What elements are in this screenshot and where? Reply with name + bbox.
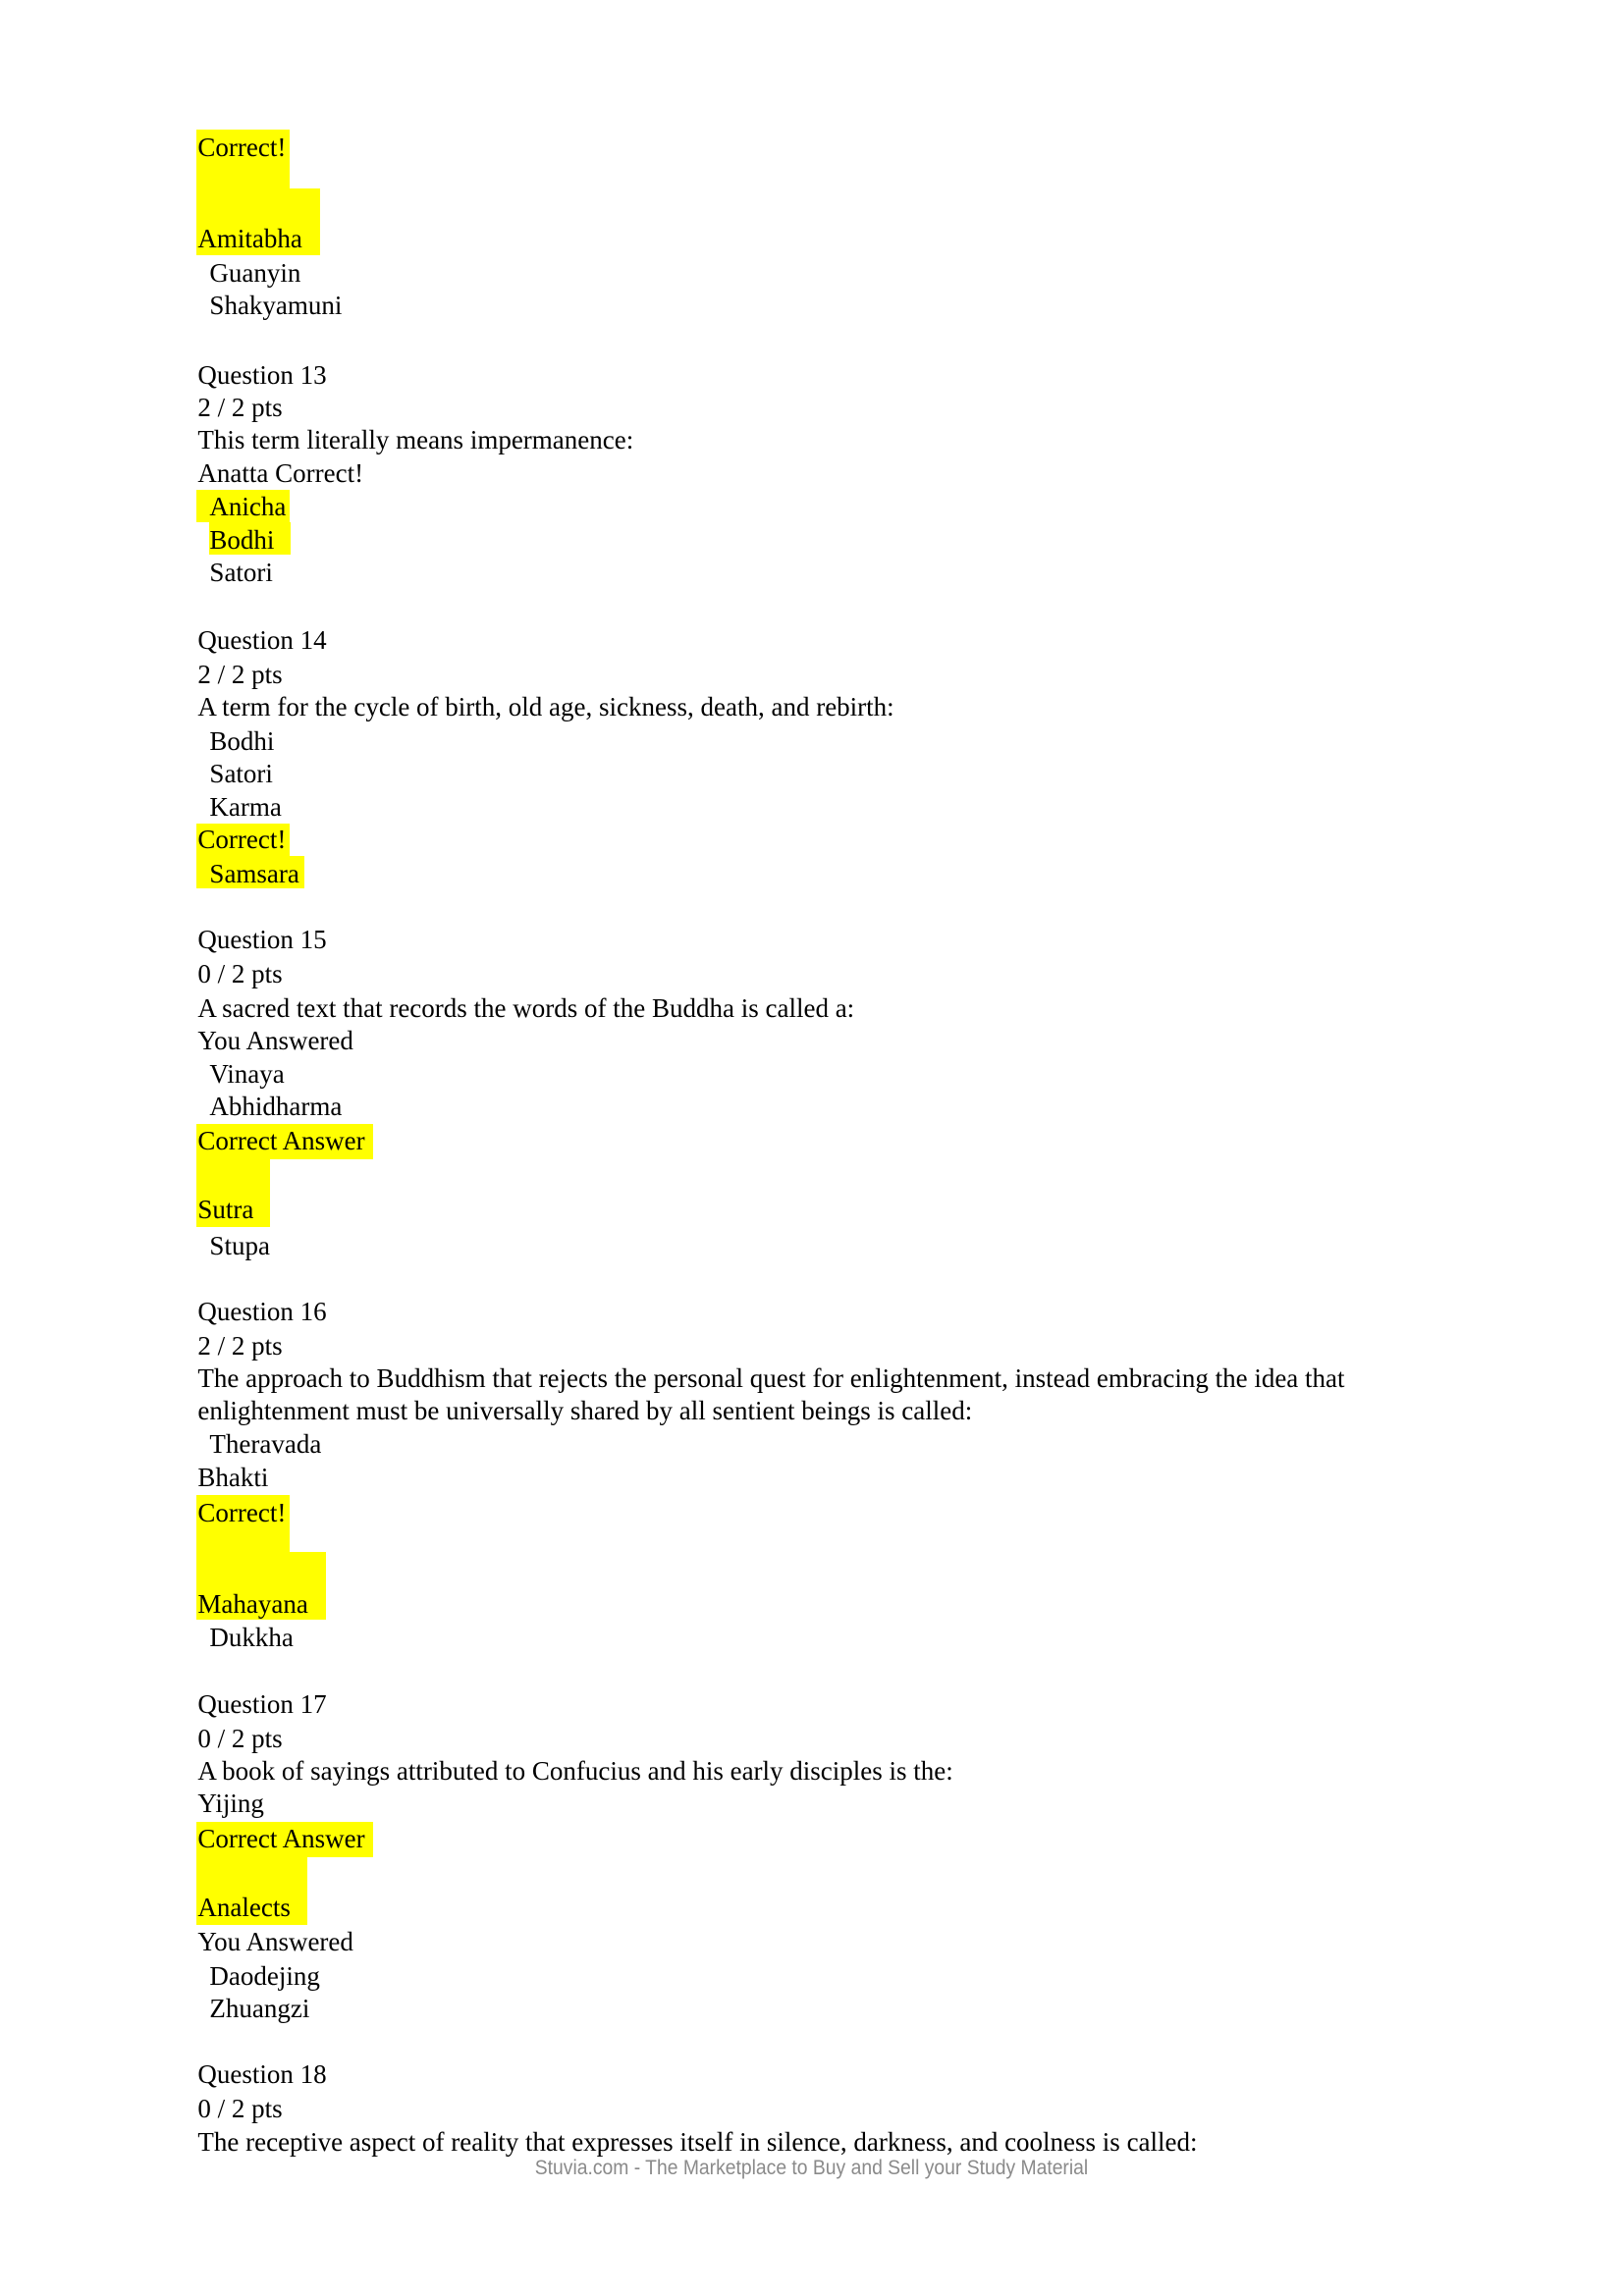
footer-watermark: Stuvia.com - The Marketplace to Buy and Sell your Study Material bbox=[534, 2157, 1089, 2179]
answer-option: Anicha bbox=[209, 491, 287, 521]
question-score: 2 / 2 pts bbox=[197, 1330, 283, 1361]
answer-option: Shakyamuni bbox=[209, 291, 343, 321]
answer-option: Bodhi bbox=[209, 725, 275, 756]
answer-status-label: You Answered bbox=[197, 1025, 353, 1055]
question-title: Question 18 bbox=[197, 2059, 327, 2090]
question-text: The receptive aspect of reality that expresses itself in silence, darkness, and coolness is called: bbox=[197, 2127, 1198, 2158]
question-text: A sacred text that records the words of the Buddha is called a: bbox=[197, 992, 855, 1023]
answer-option: Daodejing bbox=[209, 1960, 320, 1991]
answer-option: Analects bbox=[197, 1893, 291, 1923]
answer-option: Stupa bbox=[209, 1230, 270, 1260]
answer-option: Guanyin bbox=[209, 258, 301, 289]
question-score: 0 / 2 pts bbox=[197, 958, 283, 988]
answer-option: Mahayana bbox=[197, 1588, 308, 1619]
question-text: enlightenment must be universally shared by all sentient beings is called: bbox=[197, 1395, 973, 1425]
answer-option: Yijing bbox=[197, 1788, 264, 1818]
answer-option: Satori bbox=[209, 758, 273, 788]
question-text: The approach to Buddhism that rejects the personal quest for enlightenment, instead embracing the idea that bbox=[197, 1362, 1345, 1393]
question-score: 0 / 2 pts bbox=[197, 1723, 283, 1753]
question-title: Question 15 bbox=[197, 925, 327, 955]
answer-status-label: Correct! bbox=[197, 825, 287, 855]
question-score: 2 / 2 pts bbox=[197, 659, 283, 689]
answer-option: Bodhi bbox=[209, 525, 275, 556]
answer-status-label: Correct Answer bbox=[197, 1823, 365, 1853]
question-text: A book of sayings attributed to Confucius and his early disciples is the: bbox=[197, 1755, 953, 1786]
question-score: 0 / 2 pts bbox=[197, 2093, 283, 2123]
question-title: Question 16 bbox=[197, 1297, 327, 1327]
answer-option: Dukkha bbox=[209, 1623, 294, 1653]
answer-option: Abhidharma bbox=[209, 1092, 343, 1122]
question-text: A term for the cycle of birth, old age, sickness, death, and rebirth: bbox=[197, 691, 894, 721]
answer-status-label: Correct! bbox=[197, 1497, 287, 1527]
answer-option: Satori bbox=[209, 558, 273, 588]
answer-option: Zhuangzi bbox=[209, 1993, 310, 2023]
answer-option: Vinaya bbox=[209, 1059, 285, 1090]
answer-status-label: Anatta Correct! bbox=[197, 458, 364, 489]
question-text: This term literally means impermanence: bbox=[197, 424, 634, 454]
question-title: Question 14 bbox=[197, 625, 327, 656]
answer-option: Amitabha bbox=[197, 224, 302, 254]
question-score: 2 / 2 pts bbox=[197, 392, 283, 422]
answer-option: Sutra bbox=[197, 1195, 254, 1225]
question-title: Question 13 bbox=[197, 359, 327, 390]
answer-option: Samsara bbox=[209, 858, 299, 888]
answer-option: Bhakti bbox=[197, 1462, 269, 1492]
answer-option: Theravada bbox=[209, 1429, 322, 1460]
question-title: Question 17 bbox=[197, 1688, 327, 1719]
answer-status-label: Correct! bbox=[197, 133, 287, 163]
answer-status-label: Correct Answer bbox=[197, 1125, 365, 1155]
answer-status-label: You Answered bbox=[197, 1926, 353, 1956]
answer-option: Karma bbox=[209, 792, 282, 823]
